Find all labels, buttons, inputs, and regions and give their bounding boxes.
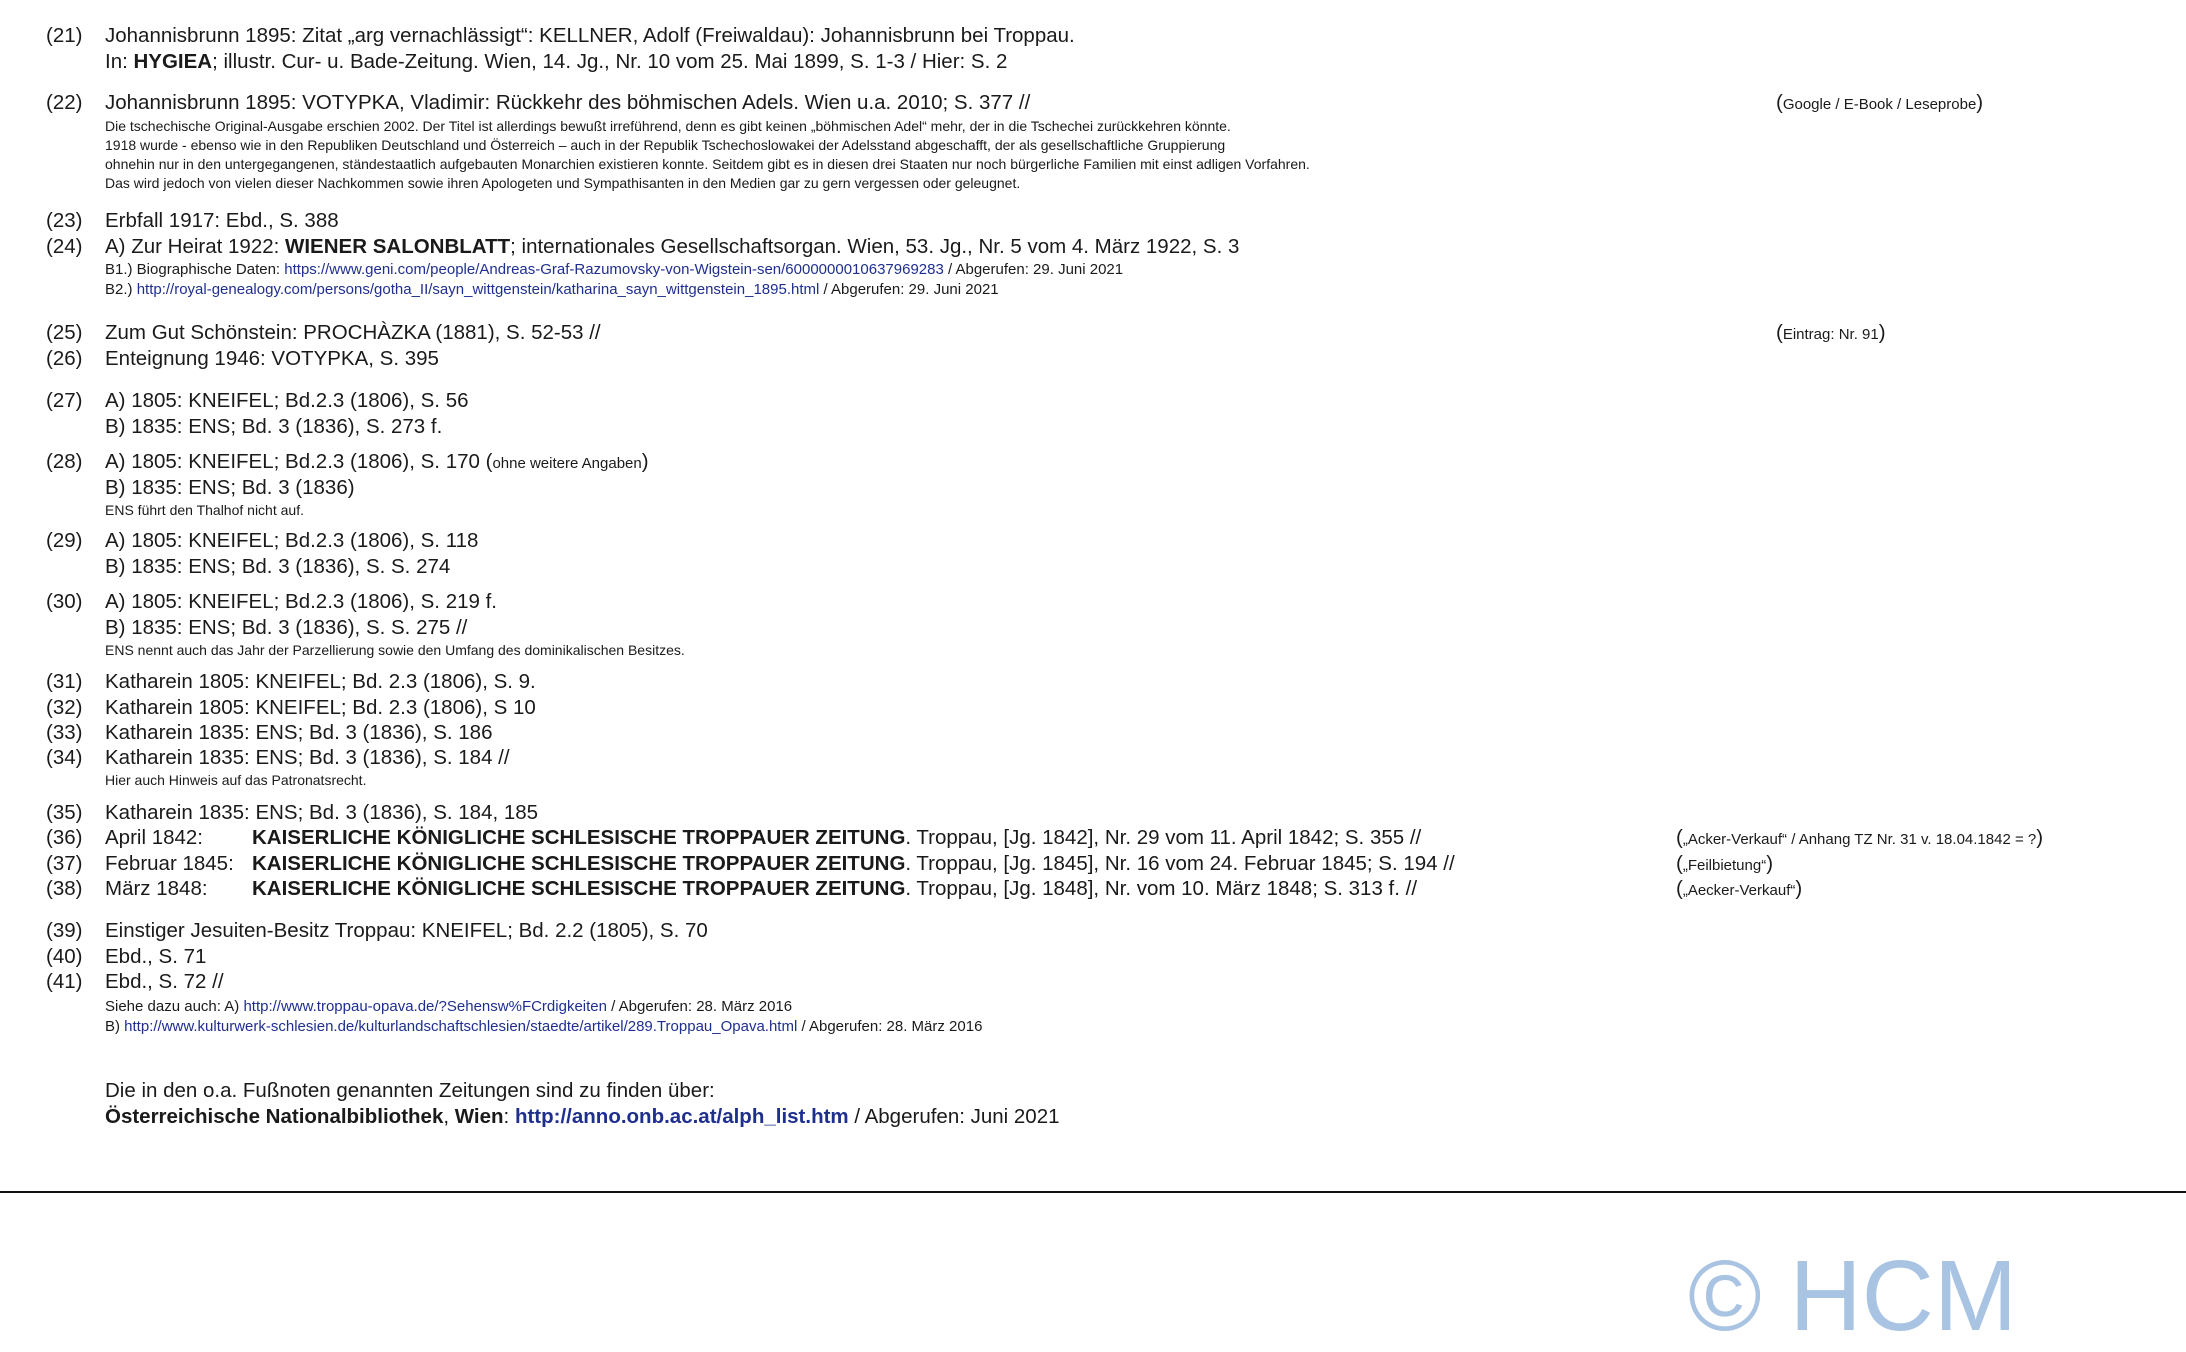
footnote-text: Katharein 1805: KNEIFEL; Bd. 2.3 (1806), S. 9. [105, 670, 536, 693]
side-note-text: „Acker-Verkauf“ / Anhang TZ Nr. 31 v. 18.04.1842 = ? [1682, 831, 2037, 848]
footnote-text: / Abgerufen: Juni 2021 [848, 1105, 1060, 1128]
library-name: Österreichische Nationalbibliothek [105, 1105, 444, 1128]
footnote-27 [46, 388, 469, 440]
footnote-number: (37) [46, 852, 83, 875]
side-note-25 [1776, 320, 1886, 348]
footnote-38 [46, 876, 1417, 902]
footnote-text: Ebd., S. 71 [105, 945, 207, 968]
footnote-text: Katharein 1805: KNEIFEL; Bd. 2.3 (1806), S 10 [105, 696, 536, 719]
paren: ) [1795, 877, 1803, 900]
footnote-number: (31) [46, 670, 83, 693]
footnote-text: Zum Gut Schönstein: PROCHÀZKA (1881), S. 52-53 // [105, 321, 601, 344]
footnote-number: (40) [46, 945, 83, 968]
footnote-23 [46, 208, 339, 234]
geni-link[interactable]: https://www.geni.com/people/Andreas-Graf-Razumovsky-von-Wigstein-sen/6000000010637969283 [284, 261, 944, 278]
footnote-text: Katharein 1835: ENS; Bd. 3 (1836), S. 184 // [105, 746, 510, 769]
detail-line: Die tschechische Original-Ausgabe erschien 2002. Der Titel ist allerdings bewußt irreführend, denn es gibt keinen „böhmischen Adel“ mehr, der in die Tschechei zurückkehren könnte. [105, 118, 1231, 134]
publication-title: KAISERLICHE KÖNIGLICHE SCHLESISCHE TROPPAUER ZEITUNG [252, 826, 906, 849]
footnote-text: . Troppau, [Jg. 1845], Nr. 16 vom 24. Februar 1845; S. 194 // [905, 852, 1455, 875]
footnote-40 [46, 944, 206, 970]
side-note-text: Eintrag: Nr. 91 [1782, 326, 1879, 343]
detail-line: ohnehin nur in den untergegangenen, ständestaatlich aufgebauten Monarchien existieren konnte. Seitdem gibt es in diesen drei Staaten nur noch bürgerliche Familien mit einst adligen Vorfahren. [105, 156, 1310, 172]
royal-genealogy-link[interactable]: http://royal-genealogy.com/persons/gotha_II/sayn_wittgenstein/katharina_sayn_wittgenstein_1895.html [136, 280, 820, 298]
footnote-28 [46, 449, 649, 520]
footnote-number: (39) [46, 919, 83, 942]
footnote-detail [46, 117, 1310, 193]
side-note-text: ohne weitere Angaben [492, 455, 642, 472]
footnote-text: Einstiger Jesuiten-Besitz Troppau: KNEIFEL; Bd. 2.2 (1805), S. 70 [105, 919, 708, 942]
footnote-29 [46, 528, 478, 580]
footnote-32 [46, 695, 536, 721]
footnote-number: (24) [46, 235, 83, 258]
copyright-logo: © HCM [1688, 1240, 2018, 1352]
footnote-number: (41) [46, 970, 83, 993]
library-city: Wien [454, 1105, 504, 1128]
footnote-text: Johannisbrunn 1895: Zitat „arg vernachlässigt“: KELLNER, Adolf (Freiwaldau): Johannisbrunn bei Troppau. [105, 24, 1075, 47]
footnote-date: April 1842: [105, 826, 204, 849]
footnote-number: (23) [46, 209, 83, 232]
footnote-text: Ebd., S. 72 // [105, 970, 224, 993]
footnote-detail: ENS nennt auch das Jahr der Parzellierung sowie den Umfang des dominikalischen Besitzes. [105, 642, 685, 658]
footnote-number: (22) [46, 91, 83, 114]
paren: ( [1676, 852, 1683, 875]
footnote-text: B) 1835: ENS; Bd. 3 (1836), S. S. 274 [105, 555, 451, 578]
footnote-number: (21) [46, 24, 83, 47]
footnote-number: (27) [46, 389, 83, 412]
footnote-number: (38) [46, 877, 83, 900]
publication-title: KAISERLICHE KÖNIGLICHE SCHLESISCHE TROPPAUER ZEITUNG [252, 877, 906, 900]
paren: ( [1676, 826, 1683, 849]
footnote-text: Erbfall 1917: Ebd., S. 388 [105, 209, 339, 232]
footnote-37 [46, 851, 1455, 877]
footnote-35 [46, 800, 538, 826]
paren: ( [1776, 91, 1783, 114]
footnote-text: / Abgerufen: 28. März 2016 [797, 1017, 983, 1035]
side-note-22 [1776, 90, 1983, 118]
footnote-text: Siehe dazu auch: A) [105, 998, 244, 1015]
footnote-text: ; illustr. Cur- u. Bade-Zeitung. Wien, 14. Jg., Nr. 10 vom 25. Mai 1899, S. 1-3 / Hier: S. 2 [212, 50, 1008, 73]
paren: ( [485, 450, 493, 473]
paren: ( [1676, 877, 1683, 900]
side-note-37 [1676, 851, 1773, 879]
footnote-date: Februar 1845: [105, 852, 234, 875]
footnote-detail: ENS führt den Thalhof nicht auf. [105, 502, 304, 518]
footnote-21 [46, 23, 1075, 75]
publication-title: WIENER SALONBLATT [285, 235, 511, 258]
paren: ) [1766, 852, 1774, 875]
footnote-number: (25) [46, 321, 83, 344]
footnote-number: (28) [46, 450, 83, 473]
footnote-text: . Troppau, [Jg. 1842], Nr. 29 vom 11. April 1842; S. 355 // [905, 826, 1422, 849]
paren: ) [1976, 91, 1984, 114]
footnote-text: B) 1835: ENS; Bd. 3 (1836) [105, 476, 355, 499]
footnote-text: B1.) Biographische Daten: [105, 261, 285, 278]
publication-title: KAISERLICHE KÖNIGLICHE SCHLESISCHE TROPPAUER ZEITUNG [252, 852, 906, 875]
footnote-text: A) 1805: KNEIFEL; Bd.2.3 (1806), S. 219 f. [105, 590, 497, 613]
horizontal-divider [0, 1191, 2186, 1193]
footnote-number: (34) [46, 746, 83, 769]
footnote-30 [46, 589, 685, 660]
side-note-text: Google / E-Book / Leseprobe [1782, 96, 1977, 113]
footnote-text: B) 1835: ENS; Bd. 3 (1836), S. 273 f. [105, 415, 443, 438]
footnote-text: Katharein 1835: ENS; Bd. 3 (1836), S. 186 [105, 721, 493, 744]
footnote-number: (32) [46, 696, 83, 719]
footnote-text: B) 1835: ENS; Bd. 3 (1836), S. S. 275 // [105, 616, 468, 639]
footnote-number: (36) [46, 826, 83, 849]
paren: ) [1878, 321, 1886, 344]
paren: ) [641, 450, 649, 473]
kulturwerk-schlesien-link[interactable]: http://www.kulturwerk-schlesien.de/kulturlandschaftschlesien/staedte/artikel/289.Troppau_Opava.html [124, 1017, 798, 1035]
footnote-36 [46, 825, 1421, 851]
footnote-number: (35) [46, 801, 83, 824]
footnote-39 [46, 918, 708, 944]
side-note-36 [1676, 825, 2043, 853]
footnote-22 [46, 90, 1310, 193]
footnote-text: : [503, 1105, 515, 1128]
detail-line: 1918 wurde - ebenso wie in den Republiken Deutschland und Österreich – auch in der Republik Tschechoslowakei der Adelsstand abgeschafft, der als gesellschaftliche Gruppierung [105, 137, 1226, 153]
footnote-number: (30) [46, 590, 83, 613]
paren: ) [2036, 826, 2044, 849]
footnote-text: A) 1805: KNEIFEL; Bd.2.3 (1806), S. 56 [105, 389, 469, 412]
footnote-41 [46, 969, 982, 1036]
troppau-opava-link[interactable]: http://www.troppau-opava.de/?Sehensw%FCrdigkeiten [243, 998, 607, 1015]
footnote-text: A) 1805: KNEIFEL; Bd.2.3 (1806), S. 118 [105, 529, 479, 552]
footnote-text: Katharein 1835: ENS; Bd. 3 (1836), S. 184, 185 [105, 801, 539, 824]
footnote-34 [46, 745, 510, 790]
footnote-26 [46, 346, 439, 372]
footnote-24 [46, 234, 1239, 299]
footnote-number: (26) [46, 347, 83, 370]
footnote-25 [46, 320, 601, 346]
footnote-text: Enteignung 1946: VOTYPKA, S. 395 [105, 347, 439, 370]
footnote-number: (29) [46, 529, 83, 552]
footnote-text: / Abgerufen: 29. Juni 2021 [943, 261, 1124, 278]
publication-title: HYGIEA [133, 50, 213, 73]
footnote-text: ; internationales Gesellschaftsorgan. Wien, 53. Jg., Nr. 5 vom 4. März 1922, S. 3 [510, 235, 1240, 258]
newspaper-source-note [46, 1078, 1060, 1130]
footnote-number: (33) [46, 721, 83, 744]
footnote-detail: Hier auch Hinweis auf das Patronatsrecht. [105, 772, 367, 788]
footnote-33 [46, 720, 492, 746]
footnote-text: In: [105, 50, 134, 73]
footnote-text: , [443, 1105, 455, 1128]
detail-line: Das wird jedoch von vielen dieser Nachkommen sowie ihren Apologeten und Sympathisanten in den Medien gar zu gern vergessen oder geleugnet. [105, 175, 1021, 191]
side-note-text: „Feilbietung“ [1682, 857, 1767, 874]
footnote-text: / Abgerufen: 29. Juni 2021 [819, 280, 999, 298]
source-intro: Die in den o.a. Fußnoten genannten Zeitungen sind zu finden über: [105, 1079, 715, 1102]
footnote-text: A) 1805: KNEIFEL; Bd.2.3 (1806), S. 170 [105, 450, 486, 473]
footnote-text: / Abgerufen: 28. März 2016 [606, 998, 793, 1015]
footnote-text: . Troppau, [Jg. 1848], Nr. vom 10. März 1848; S. 313 f. // [905, 877, 1418, 900]
side-note-text: „Aecker-Verkauf“ [1682, 882, 1796, 899]
paren: ( [1776, 321, 1783, 344]
footnote-31 [46, 669, 536, 695]
footnote-text: B2.) [105, 280, 137, 298]
footnote-date: März 1848: [105, 877, 208, 900]
anno-onb-link[interactable]: http://anno.onb.ac.at/alph_list.htm [514, 1105, 849, 1128]
footnote-text: B) [105, 1017, 125, 1035]
side-note-38 [1676, 876, 1802, 904]
footnote-text: A) Zur Heirat 1922: [105, 235, 286, 258]
footnote-text: Johannisbrunn 1895: VOTYPKA, Vladimir: Rückkehr des böhmischen Adels. Wien u.a. 2010; S. 377 // [105, 91, 1031, 114]
